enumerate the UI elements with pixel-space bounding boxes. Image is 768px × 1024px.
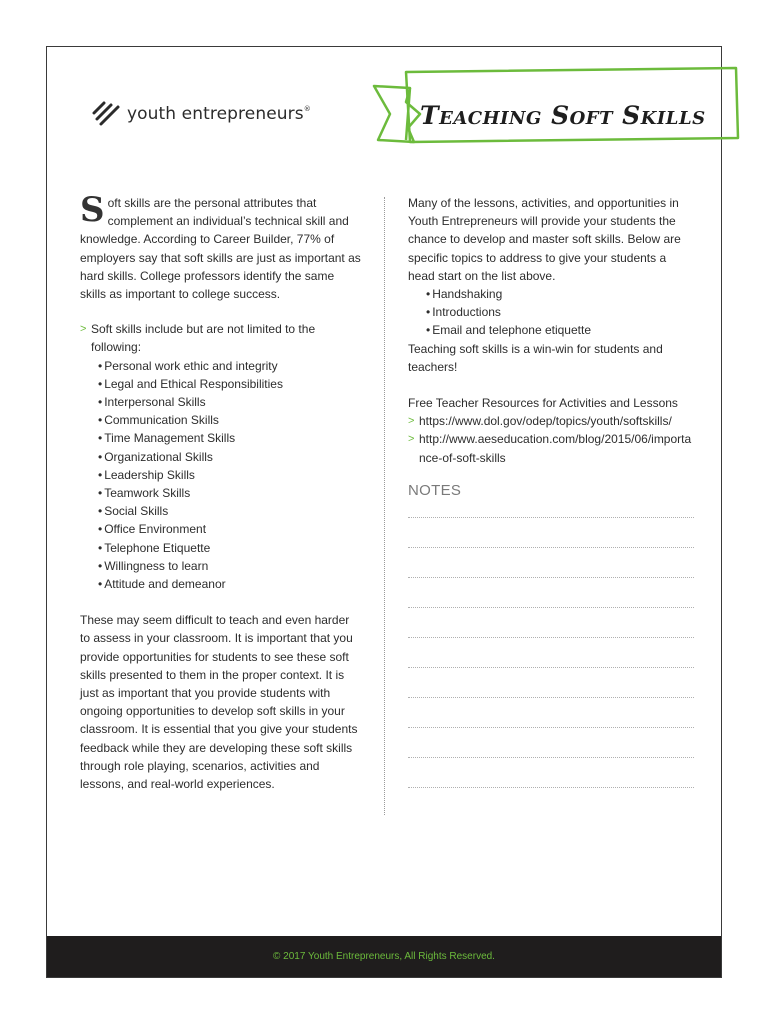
resource-link-aes[interactable]: http://www.aeseducation.com/blog/2015/06/importance-of-soft-skills	[419, 432, 692, 465]
list-item: • Office Environment	[98, 520, 362, 538]
list-item: • Telephone Etiquette	[98, 539, 362, 557]
list-item: • Handshaking	[426, 285, 694, 303]
win-win-paragraph: Teaching soft skills is a win-win for students and teachers!	[408, 341, 663, 374]
note-line	[408, 668, 694, 698]
brand-logo	[91, 101, 311, 127]
list-item: • Personal work ethic and integrity	[98, 357, 362, 375]
document-page	[46, 46, 722, 978]
note-line	[408, 578, 694, 608]
list-item: • Leadership Skills	[98, 466, 362, 484]
list-item: • Introductions	[426, 303, 694, 321]
list-item: • Teamwork Skills	[98, 484, 362, 502]
drop-cap: S	[80, 190, 105, 230]
list-item: • Legal and Ethical Responsibilities	[98, 375, 362, 393]
list-item: • Time Management Skills	[98, 429, 362, 447]
title-banner	[370, 62, 740, 162]
copyright-text: © 2017 Youth Entrepreneurs, All Rights Reserved.	[273, 951, 495, 962]
column-divider	[384, 197, 385, 815]
list-item: • Social Skills	[98, 502, 362, 520]
page-title: Teaching Soft Skills	[420, 101, 706, 130]
note-line	[408, 518, 694, 548]
resource-link-dol[interactable]: https://www.dol.gov/odep/topics/youth/softskills/	[419, 414, 672, 429]
note-line	[408, 758, 694, 788]
list-item: • Organizational Skills	[98, 448, 362, 466]
resources-title: Free Teacher Resources for Activities and Lessons	[408, 396, 678, 411]
list-item: • Email and telephone etiquette	[426, 321, 694, 339]
note-line	[408, 698, 694, 728]
left-column	[80, 190, 362, 793]
list-item: • Interpersonal Skills	[98, 393, 362, 411]
arrow-bullet-icon: >	[80, 323, 87, 336]
stripes-logo-icon	[91, 101, 121, 127]
arrow-bullet-icon: >	[408, 415, 415, 428]
soft-skills-list	[80, 357, 362, 594]
brand-name: youth entrepreneurs®	[127, 104, 311, 124]
resource-link-row	[408, 412, 694, 430]
resource-link-row	[408, 430, 694, 466]
notes-heading: NOTES	[408, 481, 462, 499]
note-line	[408, 504, 694, 518]
footer	[47, 936, 721, 977]
note-line	[408, 728, 694, 758]
list-item: • Communication Skills	[98, 411, 362, 429]
closing-paragraph: These may seem difficult to teach and even harder to assess in your classroom. It is important that you provide opportunities for students to see these soft skills presented to them in the proper context. It is just as important that you provide students with ongoing opportunities to develop soft skills in your classroom. It is essential that you give your students feedback while they are developing these soft skills through role playing, scenarios, activities and lessons, and real-world experiences.	[80, 613, 358, 792]
note-line	[408, 638, 694, 668]
arrow-bullet-icon: >	[408, 433, 415, 446]
list-item: • Attitude and demeanor	[98, 575, 362, 593]
soft-skills-list-intro: > Soft skills include but are not limited to the following:	[80, 320, 362, 356]
note-line	[408, 608, 694, 638]
notes-lines	[408, 504, 694, 788]
intro-paragraph: Soft skills are the personal attributes that complement an individual’s technical skill and knowledge. According to Career Builder, 77% of employers say that soft skills are just as important as hard skills. College professors identify the same skills as important to college success.	[80, 190, 361, 302]
right-column	[408, 194, 694, 788]
list-item: • Willingness to learn	[98, 557, 362, 575]
note-line	[408, 548, 694, 578]
right-intro-paragraph: Many of the lessons, activities, and opportunities in Youth Entrepreneurs will provide your students the chance to develop and master soft skills. Below are specific topics to address to give your students a head start on the list above.	[408, 196, 681, 283]
topics-list	[408, 285, 694, 340]
